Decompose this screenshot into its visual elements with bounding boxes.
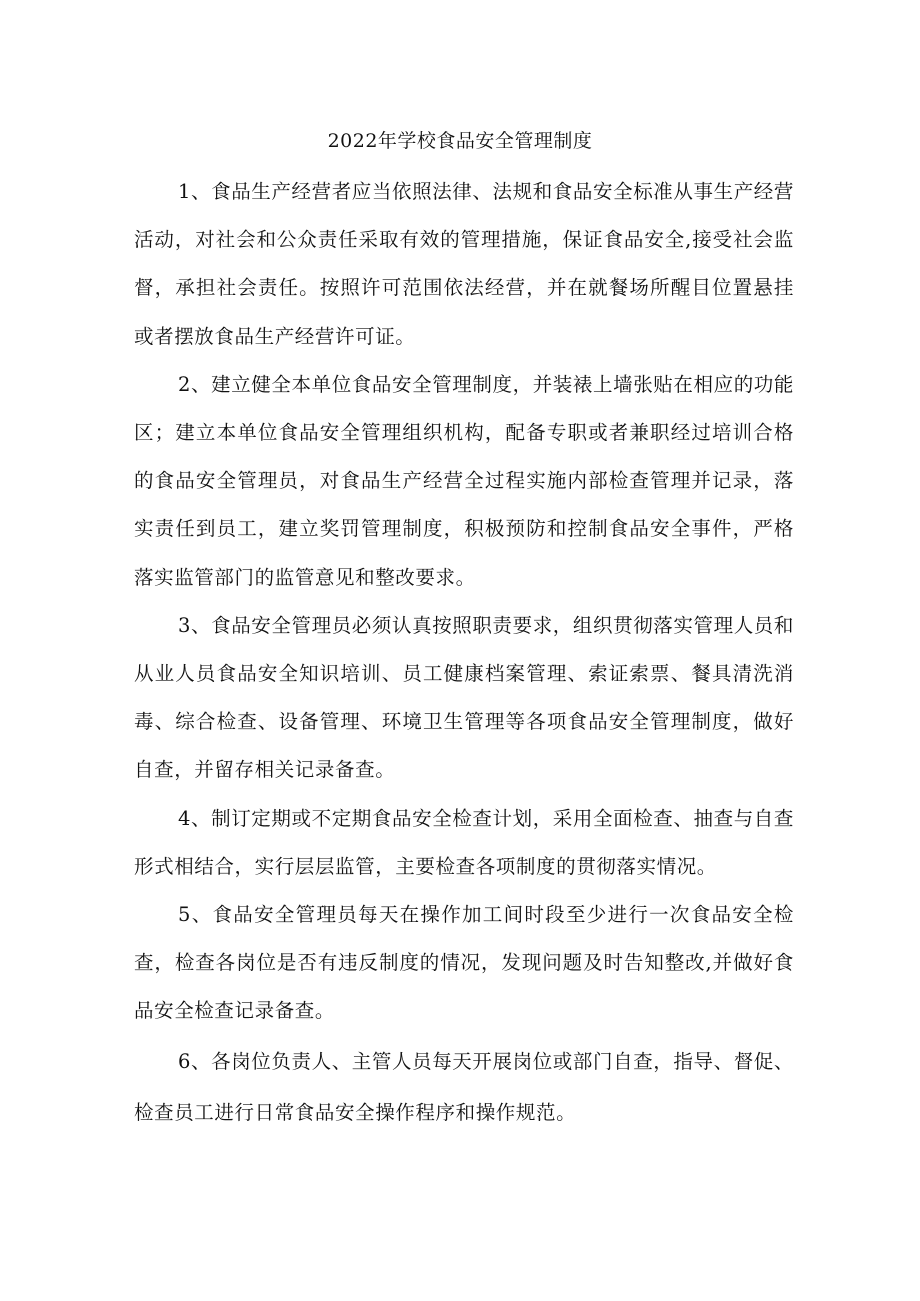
document-title: 2022年学校食品安全管理制度 bbox=[327, 130, 593, 152]
paragraph-3: 3、食品安全管理员必须认真按照职责要求，组织贯彻落实管理人员和从业人员食品安全知识培训、员工健康档案管理、索证索票、餐具清洗消毒、综合检查、设备管理、环境卫生管理等各项食品安全管理制度，做好自查，并留存相关记录备查。 bbox=[134, 613, 795, 782]
paragraph-1: 1、食品生产经营者应当依照法律、法规和食品安全标准从事生产经营活动，对社会和公众责任采取有效的管理措施，保证食品安全,接受社会监督，承担社会责任。按照许可范围依法经营，并在就餐场所醒目位置悬挂或者摆放食品生产经营许可证。 bbox=[134, 180, 795, 348]
paragraph-4: 4、制订定期或不定期食品安全检查计划，采用全面检查、抽查与自查形式相结合，实行层层监管，主要检查各项制度的贯彻落实情况。 bbox=[134, 806, 795, 878]
paragraph-2: 2、建立健全本单位食品安全管理制度，并装裱上墙张贴在相应的功能区；建立本单位食品安全管理组织机构，配备专职或者兼职经过培训合格的食品安全管理员，对食品生产经营全过程实施内部检查管理并记录，落实责任到员工，建立奖罚管理制度，积极预防和控制食品安全事件，严格落实监管部门的监管意见和整改要求。 bbox=[134, 372, 795, 589]
paragraph-6: 6、各岗位负责人、主管人员每天开展岗位或部门自查，指导、督促、检查员工进行日常食品安全操作程序和操作规范。 bbox=[134, 1049, 795, 1124]
paragraph-5: 5、食品安全管理员每天在操作加工间时段至少进行一次食品安全检查，检查各岗位是否有违反制度的情况，发现问题及时告知整改,并做好食品安全检查记录备查。 bbox=[134, 903, 794, 1023]
document-body bbox=[134, 168, 794, 1138]
